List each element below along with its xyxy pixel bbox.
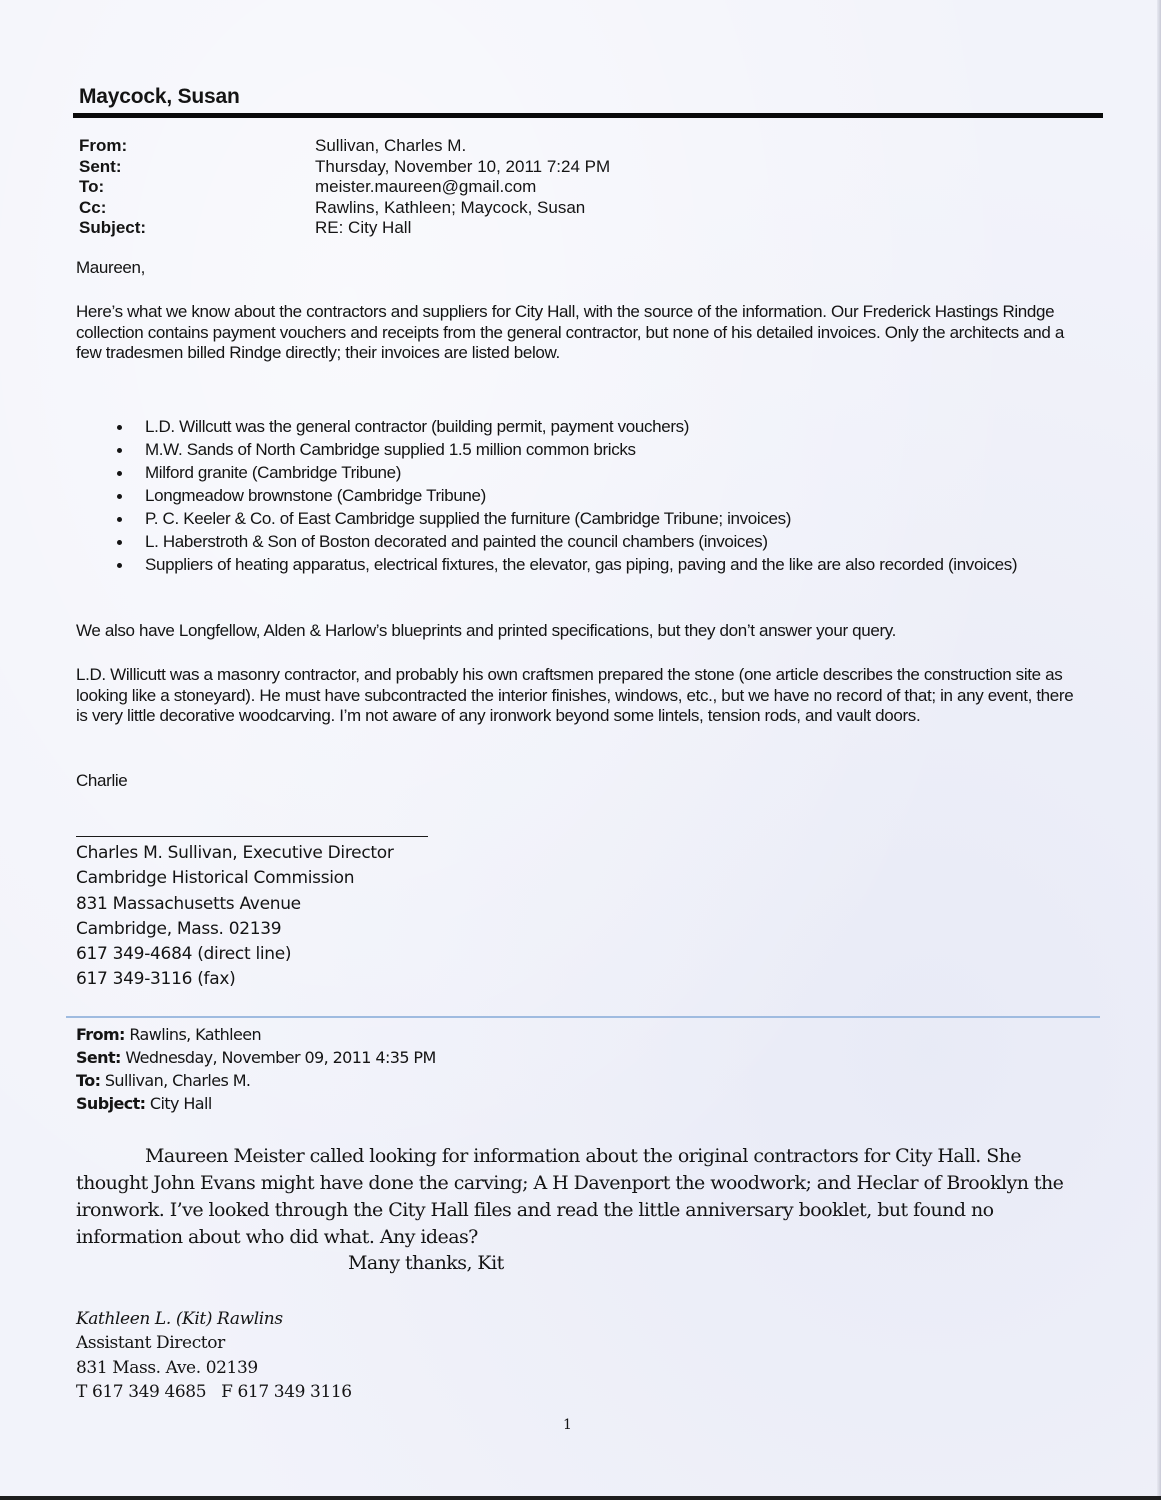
header-label: Subject: — [76, 1094, 146, 1113]
fwd-row-subject — [76, 1092, 436, 1115]
list-item: Longmeadow brownstone (Cambridge Tribune) — [115, 484, 1105, 507]
contractor-list — [115, 415, 1105, 575]
from-value: Sullivan, Charles M. — [315, 136, 467, 155]
signature-line: 617 349-3116 (fax) — [76, 969, 236, 990]
list-item: P. C. Keeler & Co. of East Cambridge supplied the furniture (Cambridge Tribune; invoices) — [115, 507, 1105, 530]
header-label: From: — [79, 136, 128, 155]
forwarded-signoff: Many thanks, Kit — [348, 1252, 504, 1274]
signature-line: Assistant Director — [76, 1333, 225, 1354]
sent-value: Wednesday, November 09, 2011 4:35 PM — [120, 1048, 436, 1067]
signature-line: Charles M. Sullivan, Executive Director — [76, 843, 394, 863]
header-label: Sent: — [76, 1048, 121, 1067]
sender-signature — [76, 841, 394, 993]
signature-line: 831 Mass. Ave. 02139 — [76, 1357, 258, 1378]
header-label: From: — [76, 1025, 125, 1044]
header-label: To: — [79, 177, 105, 196]
forwarded-header — [76, 1023, 436, 1115]
signature-line: T 617 349 4685 F 617 349 3116 — [76, 1381, 352, 1402]
scan-edge — [0, 1496, 1161, 1500]
body-paragraph: Here’s what we know about the contractors and suppliers for City Hall, with the source of the information. Our Frederick Hastings Rindge collection contains payment vouchers and receipts from the general contractor, but none of his detailed invoices. Only the architects and a few tradesmen billed Rindge directly; their invoices are listed below. — [76, 302, 1064, 362]
scan-edge — [1157, 0, 1161, 1500]
header-row-to — [79, 177, 610, 198]
fwd-row-from — [76, 1023, 436, 1046]
from-value: Rawlins, Kathleen — [124, 1025, 262, 1044]
header-row-subject — [79, 218, 610, 239]
signature-line: Cambridge, Mass. 02139 — [76, 918, 282, 939]
mailbox-owner-name: Maycock, Susan — [79, 85, 240, 108]
subject-value: City Hall — [145, 1094, 212, 1113]
body-paragraph: Maureen Meister called looking for information about the original contractors for City Hall. She thought John Evans might have done the carving; A H Davenport the woodwork; and Heclar of Brooklyn the ironwork. I’ve looked through the City Hall files and read the little anniversary booklet, but found no information about who did what. Any ideas? — [76, 1145, 1064, 1248]
reply-separator — [66, 1016, 1100, 1018]
header-label: Subject: — [79, 218, 147, 237]
signature-line: Cambridge Historical Commission — [76, 868, 355, 889]
signature-rule — [76, 836, 428, 837]
header-label: Cc: — [79, 197, 107, 217]
signoff: Charlie — [76, 771, 128, 790]
header-label: To: — [76, 1071, 101, 1090]
list-item: Milford granite (Cambridge Tribune) — [115, 461, 1105, 484]
header-row-cc — [79, 198, 610, 219]
signature-line: Kathleen L. (Kit) Rawlins — [76, 1309, 283, 1329]
message-header — [79, 136, 610, 239]
greeting: Maureen, — [76, 258, 146, 277]
sent-value: Thursday, November 10, 2011 7:24 PM — [315, 156, 611, 176]
subject-value: RE: City Hall — [315, 218, 412, 237]
list-item: L. Haberstroth & Son of Boston decorated and painted the council chambers (invoices) — [115, 530, 1105, 553]
forwarded-body — [76, 1143, 1096, 1251]
to-value: meister.maureen@gmail.com — [315, 177, 537, 196]
forwarded-signature — [76, 1307, 352, 1404]
to-value: Sullivan, Charles M. — [100, 1071, 251, 1090]
header-row-sent — [79, 157, 610, 178]
list-item: M.W. Sands of North Cambridge supplied 1.5 million common bricks — [115, 438, 1105, 461]
fwd-row-to — [76, 1069, 436, 1092]
signature-line: 617 349-4684 (direct line) — [76, 944, 292, 965]
header-row-from — [79, 136, 610, 157]
cc-value: Rawlins, Kathleen; Maycock, Susan — [315, 197, 586, 217]
header-rule — [73, 113, 1103, 118]
fwd-row-sent — [76, 1046, 436, 1069]
list-item: L.D. Willcutt was the general contractor (building permit, payment vouchers) — [115, 415, 1105, 438]
body-paragraph: L.D. Willicutt was a masonry contractor, and probably his own craftsmen prepared the stone (one article describes the construction site as looking like a stoneyard). He must have subcontracted the interior finishes, windows, etc., but we have no record of that; in any event, there is very little decorative woodcarving. I’m not aware of any ironwork beyond some lintels, tension rods, and vault doors. — [76, 665, 1074, 725]
page-number: 1 — [563, 1417, 572, 1433]
body-paragraph: We also have Longfellow, Alden & Harlow’s blueprints and printed specifications, but they don’t answer your query. — [76, 621, 897, 640]
list-item: Suppliers of heating apparatus, electrical fixtures, the elevator, gas piping, paving and the like are also recorded (invoices) — [115, 553, 1105, 575]
header-label: Sent: — [79, 156, 122, 176]
signature-line: 831 Massachusetts Avenue — [76, 893, 301, 914]
